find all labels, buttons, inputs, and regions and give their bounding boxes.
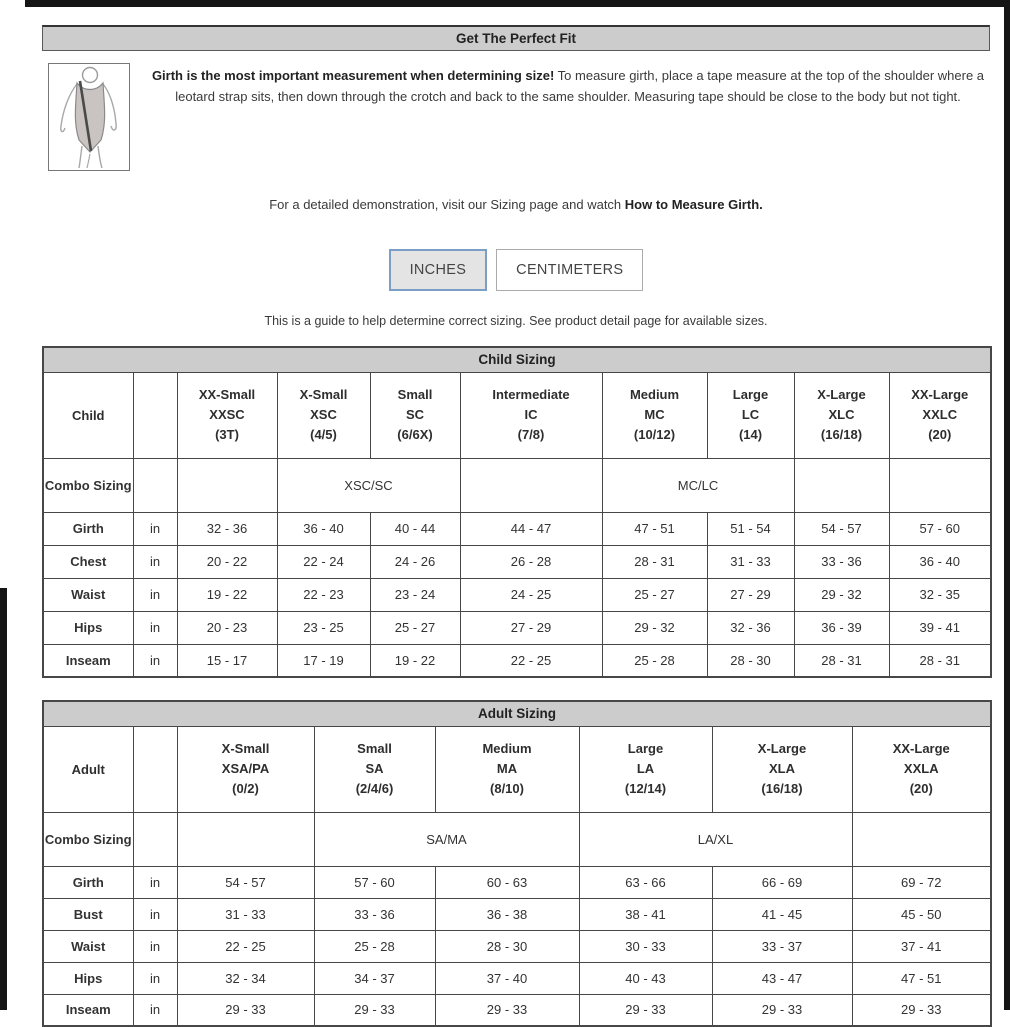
value-cell: 29 - 33 xyxy=(177,994,314,1026)
unit-toggle xyxy=(42,249,990,291)
adult-header-row xyxy=(43,726,991,812)
value-cell: 44 - 47 xyxy=(460,512,602,545)
girth-instructions-rest: To measure girth, place a tape measure at the top of the shoulder where a leotard strap sits, then down through the crotch and back to the same shoulder. Measuring tape should be close to the body but not tight. xyxy=(175,68,985,104)
value-cell: 23 - 24 xyxy=(370,578,460,611)
value-cell: 17 - 19 xyxy=(277,644,370,677)
value-cell: 24 - 25 xyxy=(460,578,602,611)
value-cell: 40 - 43 xyxy=(579,962,712,994)
value-cell: 19 - 22 xyxy=(370,644,460,677)
value-cell: 33 - 36 xyxy=(314,898,435,930)
row-label-cell: Inseam xyxy=(43,644,133,677)
column-header-cell: XX-Small XXSC (3T) xyxy=(177,372,277,458)
window-edge-top xyxy=(25,0,1010,7)
value-cell: 31 - 33 xyxy=(177,898,314,930)
centimeters-button[interactable]: CENTIMETERS xyxy=(496,249,643,291)
value-cell: 57 - 60 xyxy=(889,512,991,545)
child-girth-row xyxy=(43,512,991,545)
value-cell: 54 - 57 xyxy=(794,512,889,545)
adult-bust-row xyxy=(43,898,991,930)
value-cell: 32 - 36 xyxy=(177,512,277,545)
value-cell: 54 - 57 xyxy=(177,866,314,898)
adult-table-title: Adult Sizing xyxy=(43,701,991,726)
value-cell: 22 - 24 xyxy=(277,545,370,578)
value-cell: 22 - 23 xyxy=(277,578,370,611)
value-cell: 23 - 25 xyxy=(277,611,370,644)
window-edge-left xyxy=(0,588,7,1010)
value-cell: 29 - 32 xyxy=(794,578,889,611)
child-waist-row xyxy=(43,578,991,611)
unit-cell: in xyxy=(133,644,177,677)
child-chest-row xyxy=(43,545,991,578)
value-cell: 37 - 40 xyxy=(435,962,579,994)
adult-combo-row xyxy=(43,812,991,866)
child-header-row xyxy=(43,372,991,458)
value-cell: 29 - 33 xyxy=(314,994,435,1026)
value-cell: 51 - 54 xyxy=(707,512,794,545)
value-cell: 36 - 40 xyxy=(277,512,370,545)
value-cell: 29 - 33 xyxy=(435,994,579,1026)
value-cell: 29 - 33 xyxy=(712,994,852,1026)
adult-waist-row xyxy=(43,930,991,962)
empty-cell xyxy=(852,812,991,866)
unit-cell: in xyxy=(133,994,177,1026)
unit-cell: in xyxy=(133,898,177,930)
combo-group-cell: MC/LC xyxy=(602,458,794,512)
unit-header-cell xyxy=(133,726,177,812)
value-cell: 32 - 36 xyxy=(707,611,794,644)
empty-cell xyxy=(133,458,177,512)
child-combo-row xyxy=(43,458,991,512)
value-cell: 38 - 41 xyxy=(579,898,712,930)
demo-text-bold: How to Measure Girth. xyxy=(624,197,763,212)
child-table-title: Child Sizing xyxy=(43,347,991,372)
value-cell: 32 - 35 xyxy=(889,578,991,611)
column-header-cell: Medium MC (10/12) xyxy=(602,372,707,458)
column-header-cell: Large LA (12/14) xyxy=(579,726,712,812)
value-cell: 29 - 33 xyxy=(852,994,991,1026)
value-cell: 39 - 41 xyxy=(889,611,991,644)
value-cell: 47 - 51 xyxy=(602,512,707,545)
column-header-cell: Large LC (14) xyxy=(707,372,794,458)
value-cell: 15 - 17 xyxy=(177,644,277,677)
child-corner-cell: Child xyxy=(43,372,133,458)
row-label-cell: Waist xyxy=(43,930,133,962)
value-cell: 37 - 41 xyxy=(852,930,991,962)
row-label-cell: Waist xyxy=(43,578,133,611)
value-cell: 28 - 31 xyxy=(889,644,991,677)
unit-cell: in xyxy=(133,962,177,994)
row-label-cell: Girth xyxy=(43,512,133,545)
intro-section xyxy=(42,63,990,163)
row-label-cell: Hips xyxy=(43,962,133,994)
column-header-cell: XX-Large XXLA (20) xyxy=(852,726,991,812)
inches-button[interactable]: INCHES xyxy=(389,249,488,291)
row-label-cell: Girth xyxy=(43,866,133,898)
value-cell: 33 - 36 xyxy=(794,545,889,578)
column-header-cell: X-Large XLC (16/18) xyxy=(794,372,889,458)
unit-cell: in xyxy=(133,930,177,962)
adult-inseam-row xyxy=(43,994,991,1026)
girth-instructions xyxy=(146,63,990,107)
column-header-cell: X-Small XSA/PA (0/2) xyxy=(177,726,314,812)
value-cell: 20 - 22 xyxy=(177,545,277,578)
column-header-cell: Small SA (2/4/6) xyxy=(314,726,435,812)
combo-group-cell: LA/XL xyxy=(579,812,852,866)
value-cell: 45 - 50 xyxy=(852,898,991,930)
value-cell: 25 - 27 xyxy=(602,578,707,611)
value-cell: 30 - 33 xyxy=(579,930,712,962)
value-cell: 36 - 40 xyxy=(889,545,991,578)
row-label-cell: Hips xyxy=(43,611,133,644)
child-hips-row xyxy=(43,611,991,644)
row-label-cell: Bust xyxy=(43,898,133,930)
unit-cell: in xyxy=(133,866,177,898)
combo-group-cell: SA/MA xyxy=(314,812,579,866)
value-cell: 29 - 33 xyxy=(579,994,712,1026)
child-inseam-row xyxy=(43,644,991,677)
value-cell: 69 - 72 xyxy=(852,866,991,898)
value-cell: 28 - 30 xyxy=(707,644,794,677)
value-cell: 40 - 44 xyxy=(370,512,460,545)
unit-header-cell xyxy=(133,372,177,458)
empty-cell xyxy=(794,458,889,512)
value-cell: 29 - 32 xyxy=(602,611,707,644)
page-title: Get The Perfect Fit xyxy=(42,25,990,51)
value-cell: 33 - 37 xyxy=(712,930,852,962)
leotard-girth-diagram-icon xyxy=(49,64,129,170)
value-cell: 27 - 29 xyxy=(460,611,602,644)
value-cell: 41 - 45 xyxy=(712,898,852,930)
combo-label-cell: Combo Sizing xyxy=(43,812,133,866)
column-header-cell: XX-Large XXLC (20) xyxy=(889,372,991,458)
adult-girth-row xyxy=(43,866,991,898)
value-cell: 28 - 30 xyxy=(435,930,579,962)
leotard-diagram-frame xyxy=(48,63,130,171)
value-cell: 25 - 28 xyxy=(314,930,435,962)
sizing-guide-note: This is a guide to help determine correct sizing. See product detail page for available sizes. xyxy=(264,314,768,328)
empty-cell xyxy=(460,458,602,512)
demo-text-prefix: For a detailed demonstration, visit our Sizing page and watch xyxy=(269,197,625,212)
child-sizing-table xyxy=(42,346,992,678)
unit-cell: in xyxy=(133,578,177,611)
value-cell: 32 - 34 xyxy=(177,962,314,994)
value-cell: 22 - 25 xyxy=(177,930,314,962)
value-cell: 31 - 33 xyxy=(707,545,794,578)
demo-text xyxy=(42,197,990,212)
row-label-cell: Chest xyxy=(43,545,133,578)
combo-group-cell: XSC/SC xyxy=(277,458,460,512)
empty-cell xyxy=(133,812,177,866)
column-header-cell: X-Large XLA (16/18) xyxy=(712,726,852,812)
value-cell: 43 - 47 xyxy=(712,962,852,994)
column-header-cell: Medium MA (8/10) xyxy=(435,726,579,812)
value-cell: 36 - 38 xyxy=(435,898,579,930)
value-cell: 28 - 31 xyxy=(794,644,889,677)
value-cell: 25 - 28 xyxy=(602,644,707,677)
girth-instructions-bold: Girth is the most important measurement when determining size! xyxy=(151,68,555,83)
value-cell: 34 - 37 xyxy=(314,962,435,994)
empty-cell xyxy=(177,812,314,866)
value-cell: 57 - 60 xyxy=(314,866,435,898)
value-cell: 36 - 39 xyxy=(794,611,889,644)
value-cell: 66 - 69 xyxy=(712,866,852,898)
unit-cell: in xyxy=(133,611,177,644)
column-header-cell: X-Small XSC (4/5) xyxy=(277,372,370,458)
unit-cell: in xyxy=(133,545,177,578)
value-cell: 25 - 27 xyxy=(370,611,460,644)
empty-cell xyxy=(889,458,991,512)
value-cell: 20 - 23 xyxy=(177,611,277,644)
value-cell: 27 - 29 xyxy=(707,578,794,611)
value-cell: 19 - 22 xyxy=(177,578,277,611)
adult-hips-row xyxy=(43,962,991,994)
column-header-cell: Small SC (6/6X) xyxy=(370,372,460,458)
unit-cell: in xyxy=(133,512,177,545)
empty-cell xyxy=(177,458,277,512)
column-header-cell: Intermediate IC (7/8) xyxy=(460,372,602,458)
value-cell: 28 - 31 xyxy=(602,545,707,578)
window-edge-right xyxy=(1004,0,1010,1010)
row-label-cell: Inseam xyxy=(43,994,133,1026)
value-cell: 63 - 66 xyxy=(579,866,712,898)
value-cell: 60 - 63 xyxy=(435,866,579,898)
adult-corner-cell: Adult xyxy=(43,726,133,812)
value-cell: 47 - 51 xyxy=(852,962,991,994)
value-cell: 24 - 26 xyxy=(370,545,460,578)
value-cell: 26 - 28 xyxy=(460,545,602,578)
combo-label-cell: Combo Sizing xyxy=(43,458,133,512)
adult-sizing-table xyxy=(42,700,992,1027)
value-cell: 22 - 25 xyxy=(460,644,602,677)
